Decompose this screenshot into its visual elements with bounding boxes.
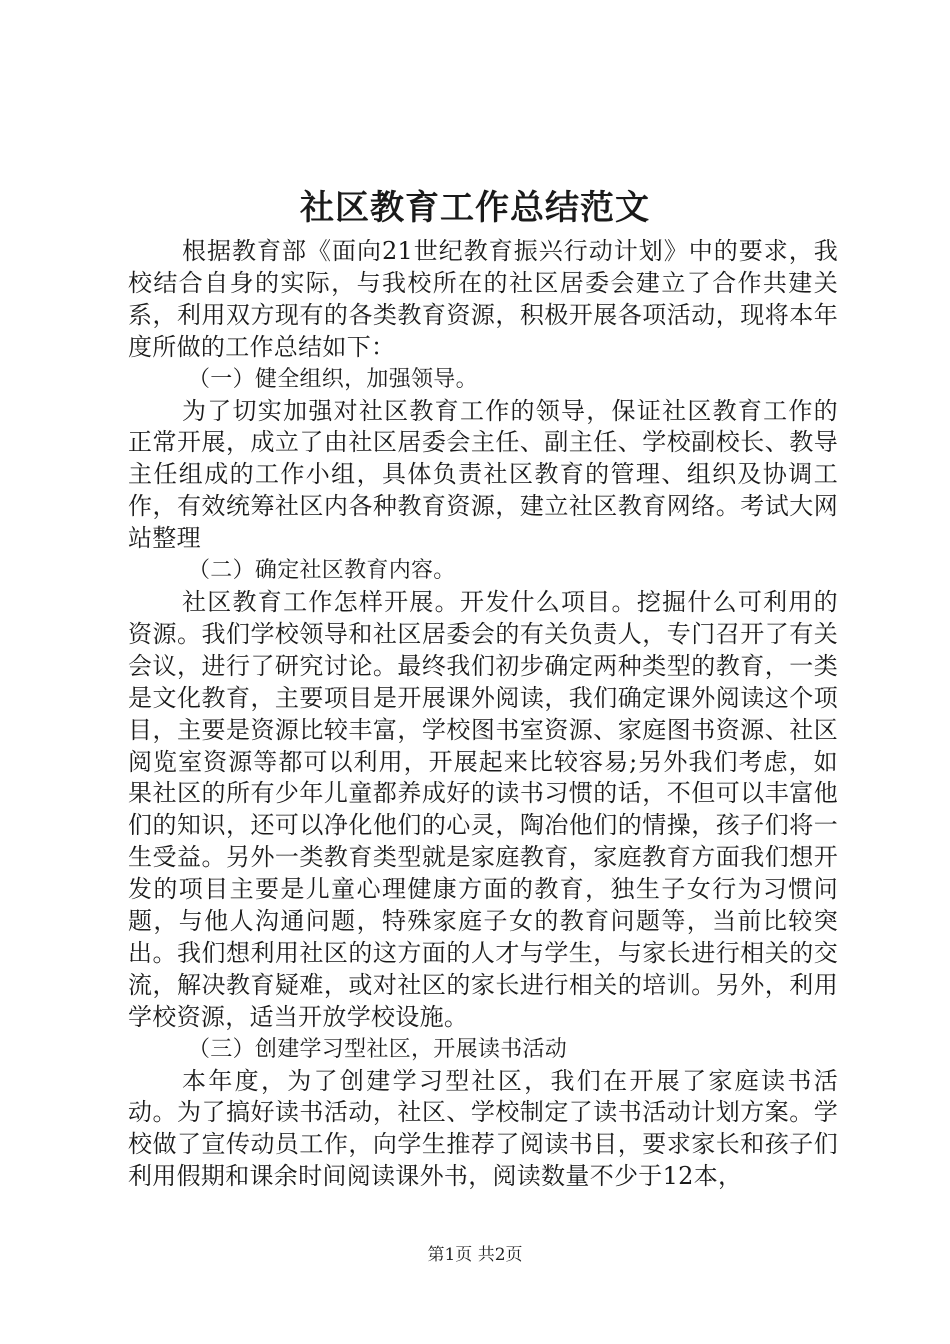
page-number-footer: 第1页 共2页 bbox=[427, 1245, 523, 1265]
body-paragraph: 为了切实加强对社区教育工作的领导，保证社区教育工作的正常开展，成立了由社区居委会主任、副主任、学校副校长、教导主任组成的工作小组，具体负责社区教育的管理、组织及协调工作，有效统筹社区内各种教育资源，建立社区教育网络。考试大网站整理 bbox=[128, 396, 838, 553]
document-body bbox=[128, 236, 838, 1193]
section-heading: （三）创建学习型社区，开展读书活动 bbox=[188, 1036, 568, 1062]
section-heading: （二）确定社区教育内容。 bbox=[188, 558, 456, 584]
document-title: 社区教育工作总结范文 bbox=[300, 188, 650, 228]
body-paragraph: 根据教育部《面向21世纪教育振兴行动计划》中的要求，我校结合自身的实际，与我校所在的社区居委会建立了合作共建关系，利用双方现有的各类教育资源，积极开展各项活动，现将本年度所做的工作总结如下： bbox=[128, 237, 838, 361]
body-paragraph: 社区教育工作怎样开展。开发什么项目。挖掘什么可利用的资源。我们学校领导和社区居委会的有关负责人，专门召开了有关会议，进行了研究讨论。最终我们初步确定两种类型的教育，一类是文化教育，主要项目是开展课外阅读，我们确定课外阅读这个项目，主要是资源比较丰富，学校图书室资源、家庭图书资源、社区阅览室资源等都可以利用，开展起来比较容易;另外我们考虑，如果社区的所有少年儿童都养成好的读书习惯的话，不但可以丰富他们的知识，还可以净化他们的心灵，陶冶他们的情操，孩子们将一生受益。另外一类教育类型就是家庭教育，家庭教育方面我们想开发的项目主要是儿童心理健康方面的教育，独生子女行为习惯问题，与他人沟通问题，特殊家庭子女的教育问题等，当前比较突出。我们想利用社区的这方面的人才与学生，与家长进行相关的交流，解决教育疑难，或对社区的家长进行相关的培训。另外，利用学校资源，适当开放学校设施。 bbox=[128, 587, 838, 1031]
section-heading: （一）健全组织，加强领导。 bbox=[188, 366, 478, 392]
body-paragraph: 本年度，为了创建学习型社区，我们在开展了家庭读书活动。为了搞好读书活动，社区、学校制定了读书活动计划方案。学校做了宣传动员工作，向学生推荐了阅读书目，要求家长和孩子们利用假期和课余时间阅读课外书，阅读数量不少于12本， bbox=[128, 1066, 838, 1191]
